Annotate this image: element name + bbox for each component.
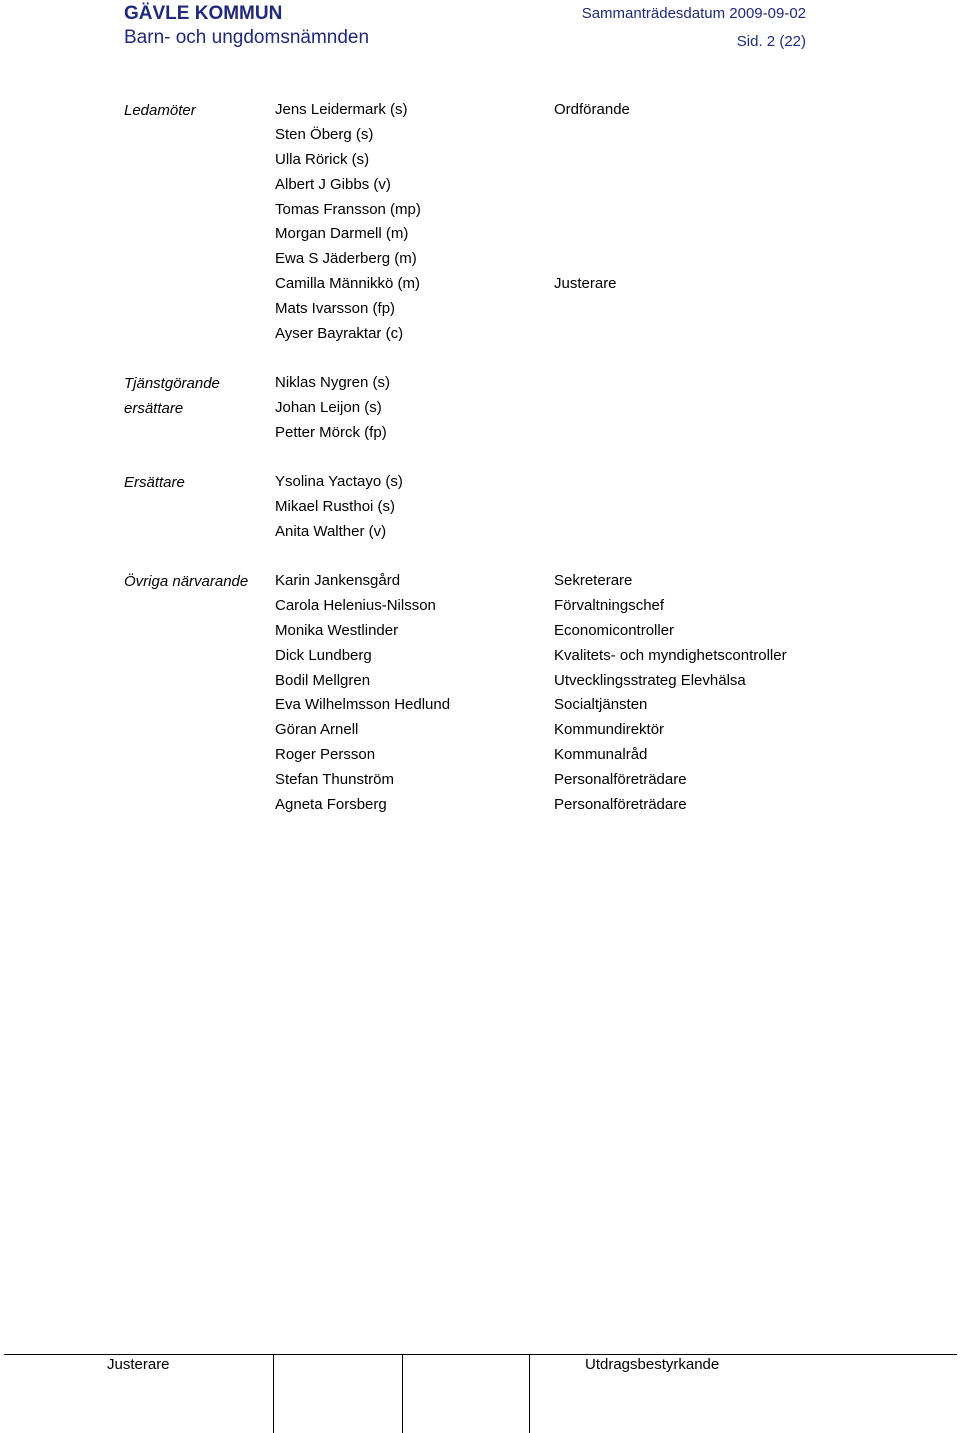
member-name: Jens Leidermark (s): [275, 101, 408, 118]
member-role: [554, 322, 630, 347]
page-number: Sid. 2 (22): [736, 33, 806, 50]
attendee-role: Förvaltningschef: [554, 596, 665, 614]
attendee-name: Eva Wilhelmsson Hedlund: [275, 696, 451, 714]
attendee-name: Roger Persson: [275, 746, 376, 764]
board-name: Barn- och ungdomsnämnden: [124, 27, 370, 48]
attendee-role: Kommunalråd: [554, 746, 648, 764]
signature-box-divider: [273, 1355, 274, 1433]
signature-box-divider: [402, 1355, 403, 1433]
member-name: Ulla Rörick (s): [275, 150, 370, 168]
section-label: Ledamöter: [124, 102, 196, 119]
attendee-role: Utvecklingsstrateg Elevhälsa: [554, 671, 746, 689]
attendee-name: Stefan Thunström: [275, 771, 394, 789]
substitute-list: [275, 371, 390, 446]
substitute-name: Johan Leijon (s): [275, 398, 382, 416]
member-name: Tomas Fransson (mp): [275, 200, 421, 218]
attendee-role: Personalföreträdare: [554, 771, 687, 789]
alternate-list: [275, 470, 403, 545]
member-role: [554, 148, 630, 173]
signature-box-divider: [529, 1355, 530, 1433]
attendee-role: Socialtjänsten: [554, 696, 648, 714]
attendee-name: Carola Helenius-Nilsson: [275, 596, 436, 614]
member-role-list: [554, 98, 630, 347]
attendee-role: Economicontroller: [554, 621, 675, 639]
attendee-role: Personalföreträdare: [554, 796, 687, 814]
section-label: Övriga närvarande: [124, 573, 249, 590]
organization-name: GÄVLE KOMMUN: [124, 3, 283, 24]
member-name: Albert J Gibbs (v): [275, 175, 391, 193]
substitute-name: Niklas Nygren (s): [275, 374, 391, 391]
alternate-name: Mikael Rusthoi (s): [275, 497, 396, 515]
attendee-name: Dick Lundberg: [275, 646, 372, 664]
attendee-name: Göran Arnell: [275, 721, 359, 739]
attendee-role: Sekreterare: [554, 572, 633, 589]
member-name: Camilla Männikkö (m): [275, 275, 421, 293]
footer-divider: [4, 1354, 957, 1355]
member-role: [554, 222, 630, 247]
member-list: [275, 98, 421, 347]
member-role: [554, 173, 630, 198]
substitute-name: Petter Mörck (fp): [275, 423, 387, 441]
member-name: Ayser Bayraktar (c): [275, 325, 404, 343]
attendee-name: Karin Jankensgård: [275, 572, 401, 589]
alternate-name: Ysolina Yactayo (s): [275, 473, 403, 490]
member-name: Morgan Darmell (m): [275, 225, 409, 243]
member-role: [554, 247, 630, 272]
member-name: Ewa S Jäderberg (m): [275, 250, 417, 268]
meeting-date: Sammanträdesdatum 2009-09-02: [581, 5, 806, 22]
attendee-role-list: [554, 569, 787, 818]
member-role: [554, 123, 630, 148]
member-role: [554, 198, 630, 223]
member-name: Mats Ivarsson (fp): [275, 300, 396, 318]
section-label-line: ersättare: [124, 400, 184, 417]
attendee-role: Kvalitets- och myndighetscontroller: [554, 646, 787, 664]
footer-justerare-label: Justerare: [107, 1356, 170, 1373]
attendee-name: Agneta Forsberg: [275, 796, 387, 814]
alternate-name: Anita Walther (v): [275, 522, 387, 540]
attendee-name: Monika Westlinder: [275, 621, 399, 639]
member-role: [554, 297, 630, 322]
member-name: Sten Öberg (s): [275, 125, 374, 143]
attendee-list: [275, 569, 450, 818]
footer-utdragsbestyrkande-label: Utdragsbestyrkande: [585, 1356, 720, 1373]
member-role: Ordförande: [554, 101, 630, 118]
section-label-line: Tjänstgörande: [124, 375, 220, 392]
attendee-name: Bodil Mellgren: [275, 671, 371, 689]
section-label: [124, 371, 220, 421]
section-label: Ersättare: [124, 474, 185, 491]
attendee-role: Kommundirektör: [554, 721, 665, 739]
member-role: Justerare: [554, 275, 617, 293]
